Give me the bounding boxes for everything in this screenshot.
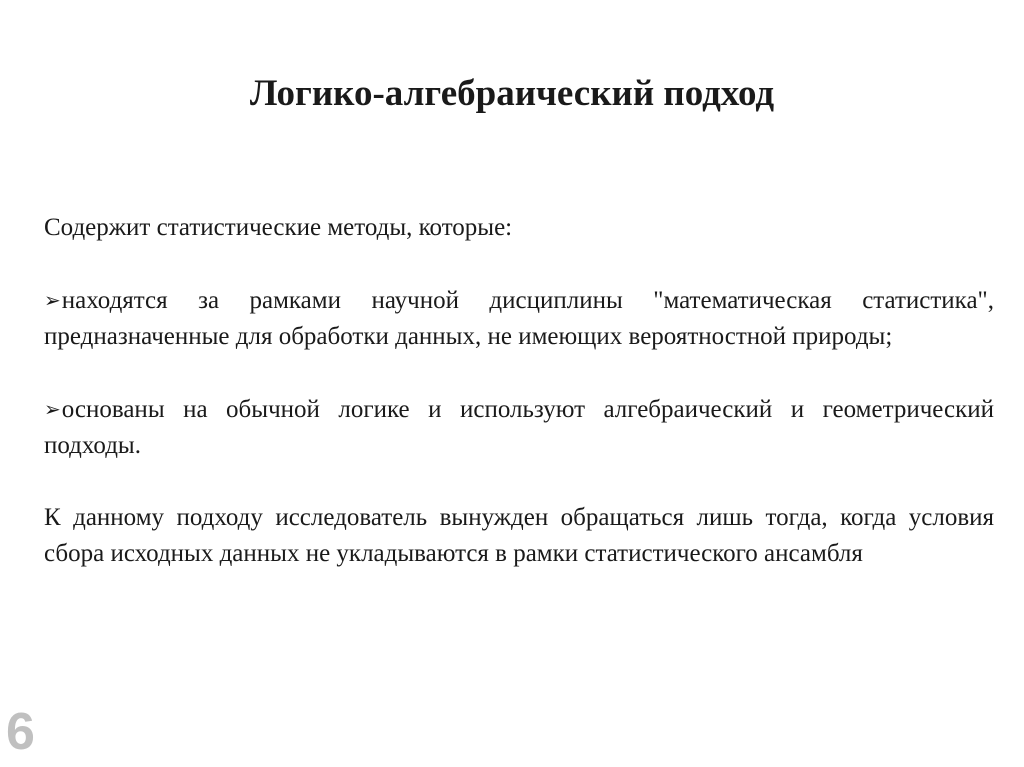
bullet-item	[44, 282, 994, 355]
conclusion-text: К данному подходу исследователь вынужден обращаться лишь тогда, когда условия сбора исходных данных не укладываются в рамки статистического ансамбля	[44, 504, 994, 567]
bullet-text: основаны на обычной логике и используют алгебраический и геометрический подходы.	[44, 396, 994, 459]
arrow-bullet-icon: ➢	[44, 397, 61, 421]
bullet-item	[44, 391, 994, 464]
arrow-bullet-icon: ➢	[44, 288, 61, 312]
slide-content	[44, 210, 994, 572]
bullet-text: находятся за рамками научной дисциплины "математическая статистика", предназначенные для обработки данных, не имеющих вероятностной природы;	[44, 287, 994, 350]
page-number: 6	[6, 703, 35, 761]
slide-title: Логико-алгебраический подход	[249, 73, 775, 114]
intro-text: Содержит статистические методы, которые:	[44, 214, 513, 241]
